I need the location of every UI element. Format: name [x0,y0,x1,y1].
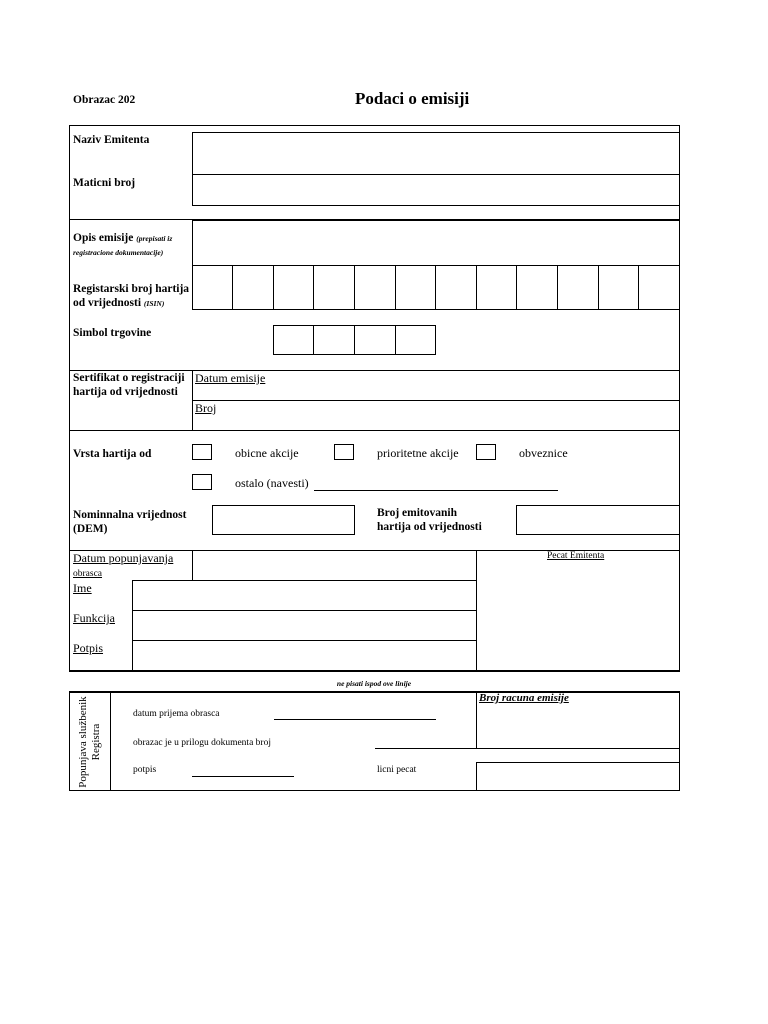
page-title: Podaci o emisiji [355,89,470,108]
received-date-label: datum prijema obrasca [133,709,220,719]
other-specify-line[interactable] [314,490,558,491]
do-not-write-note: ne pisati ispod ove linije [336,679,412,688]
personal-seal-field[interactable] [476,762,680,791]
certificate-number-label: Broj [195,401,217,415]
signature-field[interactable] [133,641,475,669]
issue-desc-field[interactable] [192,220,680,266]
function-field[interactable] [133,611,475,639]
registry-signature-label: potpis [133,765,157,775]
account-label: Broj racuna emisije [479,692,569,704]
certificate-label-line2: hartija od vrijednosti [73,386,178,398]
issued-count-line1: Broj emitovanih [377,507,457,519]
name-label: Ime [73,581,92,595]
isin-note: (ISIN) [143,299,165,308]
checkbox-preferred-shares[interactable] [334,444,354,460]
isin-label [73,282,193,311]
attached-document-label: obrazac je u prilogu dokumenta broj [133,738,271,748]
isin-label-line2 [73,296,193,311]
nominal-value-field[interactable] [212,505,355,535]
registry-signature-line[interactable] [192,776,294,777]
reg-number-field[interactable] [192,174,680,206]
fill-date-field[interactable] [476,550,477,670]
trading-symbol-label: Simbol trgovine [73,327,152,339]
option-common-shares: obicne akcije [235,446,299,460]
reg-number-label: Maticni broj [73,177,136,189]
issued-count-line2: hartija od vrijednosti [377,521,482,533]
isin-label-line2-text: od vrijednosti [73,297,142,309]
checkbox-other[interactable] [192,474,212,490]
issuer-name-label: Naziv Emitenta [73,134,150,146]
checkbox-common-shares[interactable] [192,444,212,460]
fill-date-sublabel: obrasca [73,569,103,579]
personal-seal-label: licni pecat [377,765,417,775]
nominal-value-label [73,508,186,536]
registry-side-line2: Registra [90,723,102,761]
option-bonds: obveznice [519,446,568,460]
issued-count-label [377,506,482,534]
registry-side-line1: Popunjava službenik [77,696,89,788]
fill-date-label: Datum popunjavanja [73,551,174,565]
issuer-name-field[interactable] [192,132,680,175]
signature-label: Potpis [73,641,104,655]
issue-desc-label-text: Opis emisije [73,232,134,244]
received-date-line[interactable] [274,719,436,720]
name-field[interactable] [133,581,475,609]
issue-desc-label [73,231,188,259]
form-number: Obrazac 202 [73,94,136,106]
attached-document-line[interactable] [375,748,680,749]
registry-side-label [72,696,108,788]
checkbox-bonds[interactable] [476,444,496,460]
option-other: ostalo (navesti) [235,476,309,490]
issuer-seal-label: Pecat Emitenta [547,551,605,561]
issue-desc-note: (prepisati iz registracione dokumentacije) [73,234,173,257]
issued-count-field[interactable] [516,505,680,535]
nominal-value-line1: Nominnalna vrijednost [73,509,187,521]
certificate-label [73,371,185,399]
security-type-label: Vrsta hartija od [73,448,152,460]
isin-label-line1: Registarski broj hartija [73,283,190,295]
function-label: Funkcija [73,611,115,625]
nominal-value-line2: (DEM) [73,523,108,535]
option-preferred-shares: prioritetne akcije [377,446,459,460]
certificate-label-line1: Sertifikat o registraciji [73,372,185,384]
issue-date-label: Datum emisije [195,371,266,385]
